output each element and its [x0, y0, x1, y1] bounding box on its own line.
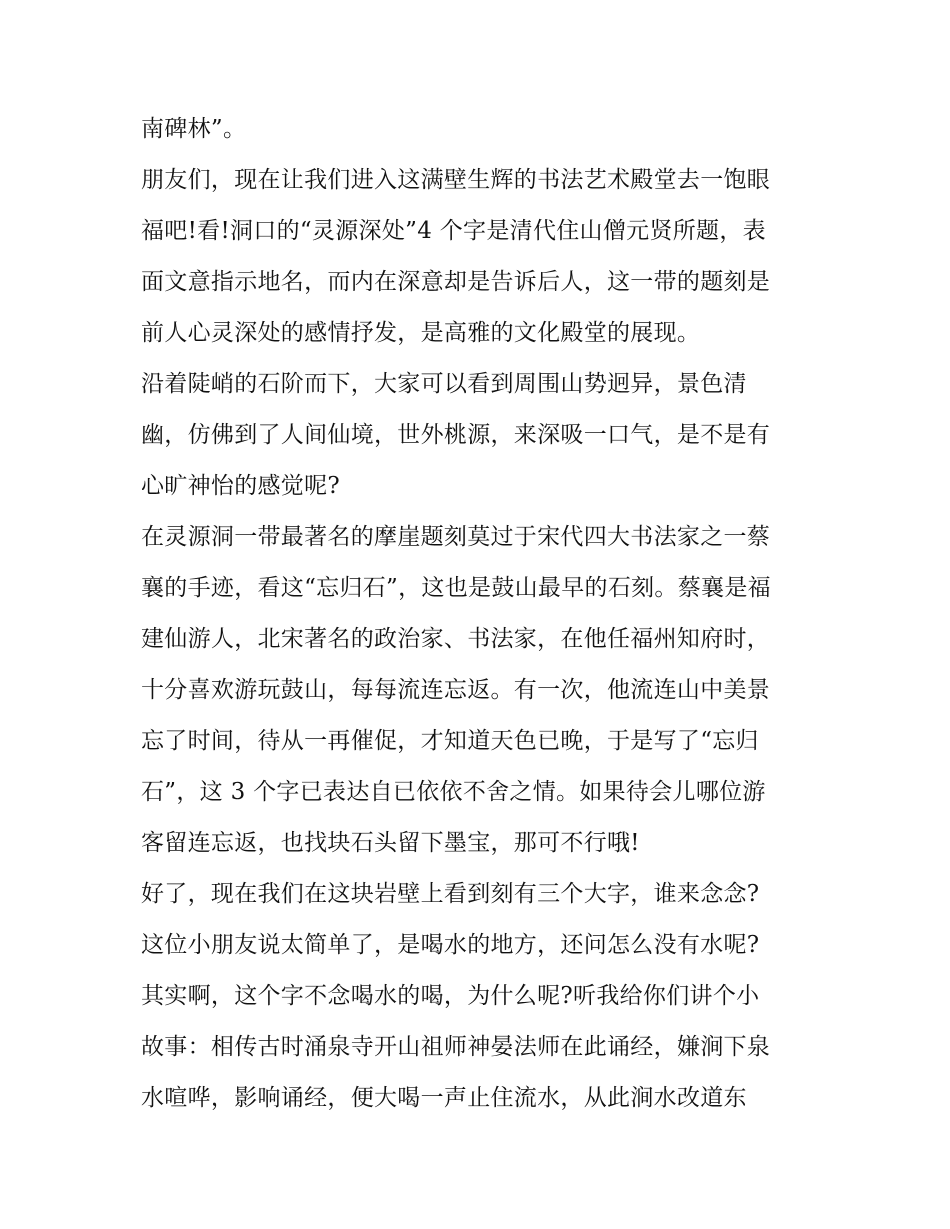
text-line: 故事：相传古时涌泉寺开山祖师神晏法师在此诵经，嫌涧下泉	[141, 1034, 771, 1060]
text-line: 石”，这 3 个字已表达自已依依不舍之情。如果待会儿哪位游	[141, 779, 766, 805]
text-line: 其实啊，这个字不念喝水的喝，为什么呢?听我给你们讲个小	[141, 983, 760, 1009]
text-line: 心旷神怡的感觉呢?	[141, 473, 341, 499]
text-line: 福吧!看!洞口的“灵源深处”4 个字是清代住山僧元贤所题，表	[141, 218, 766, 244]
text-line: 十分喜欢游玩鼓山，每每流连忘返。有一次，他流连山中美景	[141, 677, 771, 703]
text-line: 客留连忘返，也找块石头留下墨宝，那可不行哦!	[141, 830, 640, 856]
text-line: 建仙游人，北宋著名的政治家、书法家，在他任福州知府时，	[141, 626, 771, 652]
text-line: 水喧哗，影响诵经，便大喝一声止住流水，从此涧水改道东	[141, 1085, 747, 1111]
text-line: 面文意指示地名，而内在深意却是告诉后人，这一带的题刻是	[141, 269, 771, 295]
text-line: 好了，现在我们在这块岩壁上看到刻有三个大字，谁来念念?	[141, 881, 760, 907]
text-line: 南碑林”。	[141, 116, 247, 142]
text-line: 幽，仿佛到了人间仙境，世外桃源，来深吸一口气，是不是有	[141, 422, 771, 448]
text-line: 在灵源洞一带最著名的摩崖题刻莫过于宋代四大书法家之一蔡	[141, 524, 771, 550]
text-line: 沿着陡峭的石阶而下，大家可以看到周围山势迥异，景色清	[141, 371, 747, 397]
document-body	[141, 104, 821, 1124]
text-line: 前人心灵深处的感情抒发，是高雅的文化殿堂的展现。	[141, 320, 701, 346]
text-line: 襄的手迹，看这“忘归石”，这也是鼓山最早的石刻。蔡襄是福	[141, 575, 771, 601]
text-line: 朋友们，现在让我们进入这满壁生辉的书法艺术殿堂去一饱眼	[141, 167, 771, 193]
text-line: 这位小朋友说太简单了，是喝水的地方，还问怎么没有水呢?	[141, 932, 760, 958]
text-line: 忘了时间，待从一再催促，才知道天色已晚，于是写了“忘归	[141, 728, 759, 754]
